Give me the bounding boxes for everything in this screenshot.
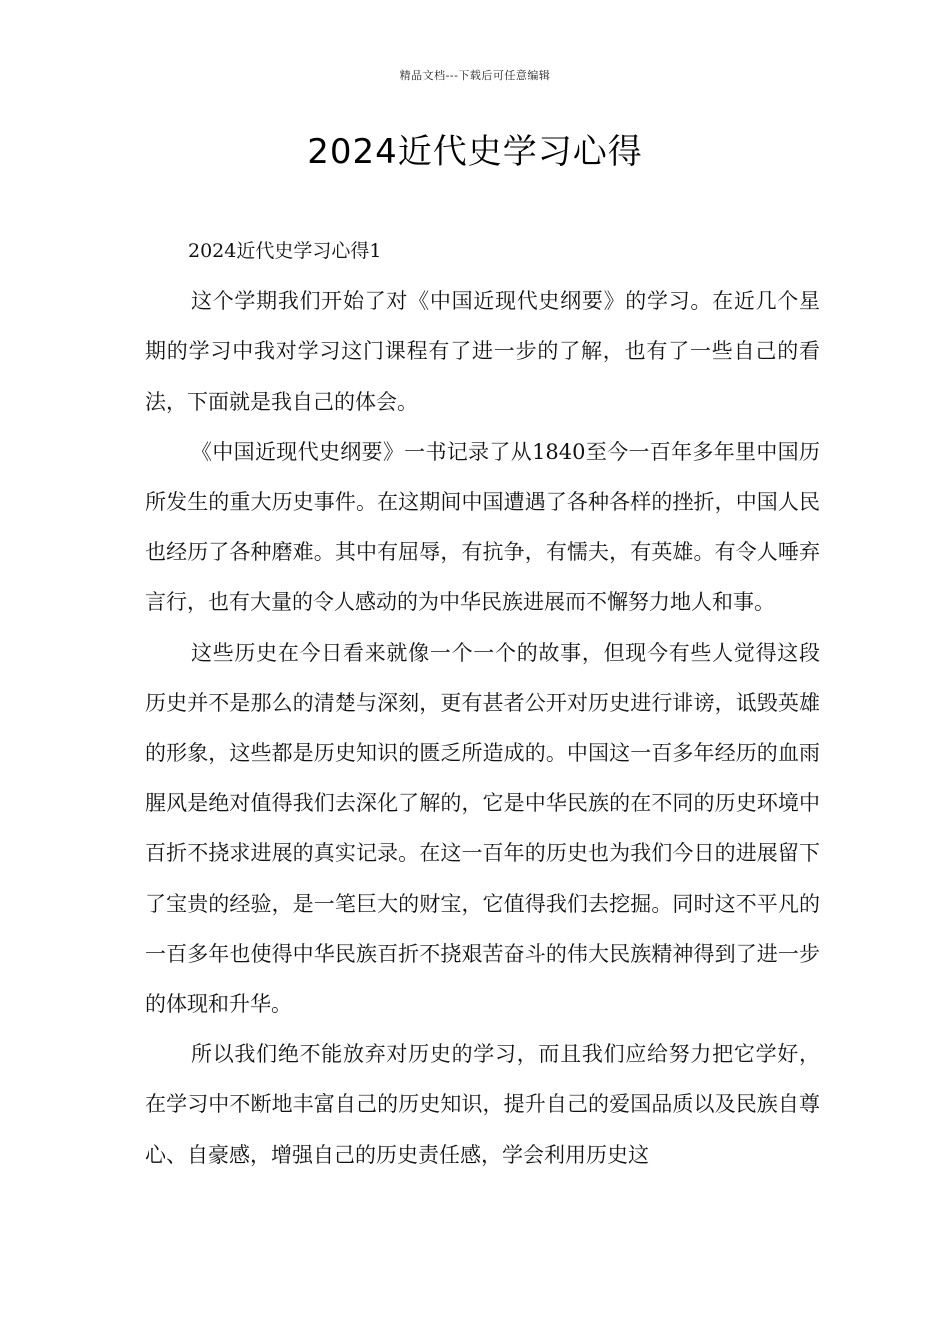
document-title: 2024近代史学习心得: [307, 132, 643, 172]
paragraph: 这个学期我们开始了对《中国近现代史纲要》的学习。在近几个星期的学习中我对学习这门课程有了进一步的了解，也有了一些自己的看法，下面就是我自己的体会。: [145, 289, 820, 414]
paragraph: 所以我们绝不能放弃对历史的学习，而且我们应给努力把它学好，在学习中不断地丰富自己的历史知识，提升自己的爱国品质以及民族自尊心、自豪感，增强自己的历史责任感，学会利用历史这: [145, 1042, 820, 1167]
paragraph: 《中国近现代史纲要》一书记录了从1840至今一百年多年里中国历所发生的重大历史事件。在这期间中国遭遇了各种各样的挫折，中国人民也经历了各种磨难。其中有屈辱，有抗争，有懦夫，有英雄。有令人唾弃言行，也有大量的令人感动的为中华民族进展而不懈努力地人和事。: [145, 439, 820, 615]
paragraph: 这些历史在今日看来就像一个一个的故事，但现今有些人觉得这段历史并不是那么的清楚与深刻，更有甚者公开对历史进行诽谤，诋毁英雄的形象，这些都是历史知识的匮乏所造成的。中国这一百多年经历的血雨腥风是绝对值得我们去深化了解的，它是中华民族的在不同的历史环境中百折不挠求进展的真实记录。在这一百年的历史也为我们今日的进展留下了宝贵的经验，是一笔巨大的财宝，它值得我们去挖掘。同时这不平凡的一百多年也使得中华民族百折不挠艰苦奋斗的伟大民族精神得到了进一步的体现和升华。: [145, 640, 820, 1017]
header-note: 精品文档---下载后可任意编辑: [399, 69, 551, 82]
document-body: [145, 226, 820, 1180]
section-subtitle: 2024近代史学习心得1: [188, 240, 382, 262]
